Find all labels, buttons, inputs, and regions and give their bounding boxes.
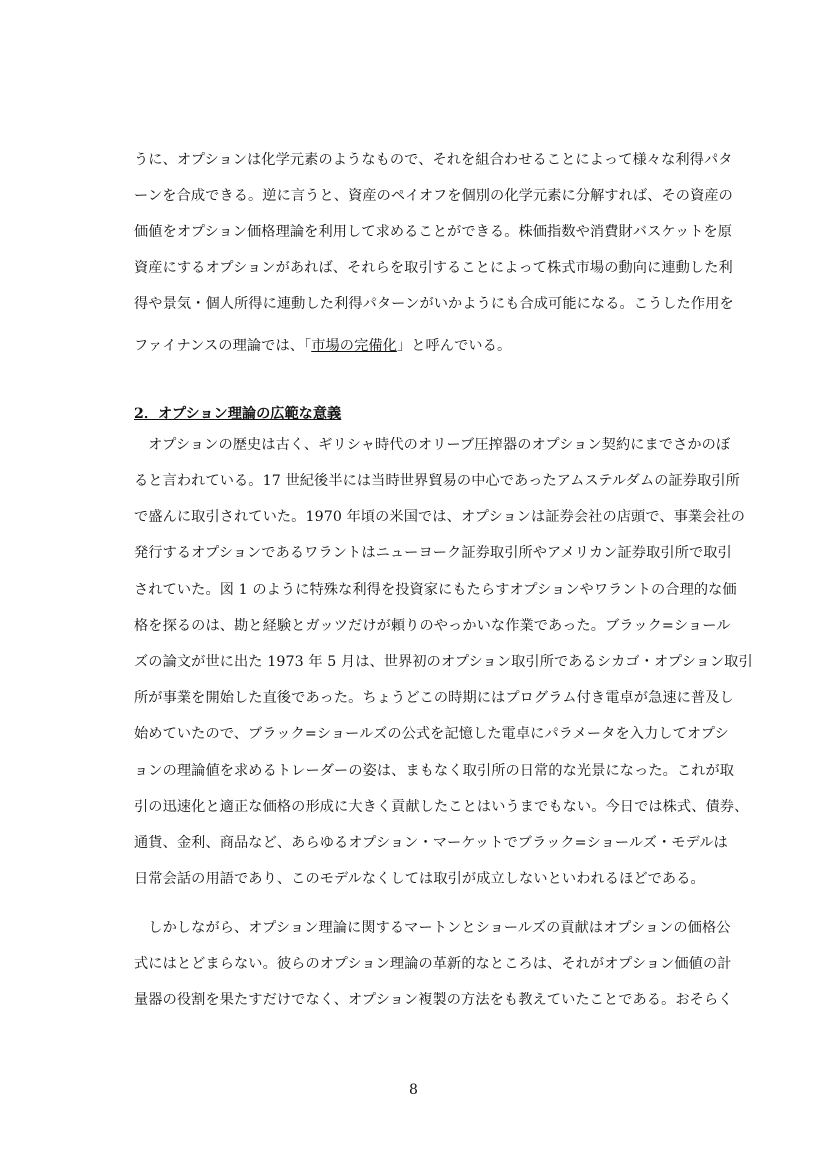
text-segment: 」と呼んでいる。 <box>396 338 512 354</box>
text-line: 始めていたので、ブラック=ショールズの公式を記憶した電卓にパラメータを入力してオプシ <box>134 726 729 742</box>
page-number: 8 <box>409 1082 418 1098</box>
text-line: 格を探るのは、勘と経験とガッツだけが頼りのやっかいな作業であった。ブラック=ショール <box>134 618 731 634</box>
text-line: うに、オプションは化学元素のようなもので、それを組合わせることによって様々な利得パタ <box>134 152 733 168</box>
text-segment: ファイナンスの理論では、「 <box>134 338 312 354</box>
text-line: ョンの理論値を求めるトレーダーの姿は、まもなく取引所の日常的な光景になった。これが取 <box>134 763 735 779</box>
text-line: されていた。図 1 のように特殊な利得を投資家にもたらすオプションやワラントの合理的な価 <box>134 582 737 598</box>
section-heading: 2．オプション理論の広範な意義 <box>134 406 342 422</box>
text-line: 通貨、金利、商品など、あらゆるオプション・マーケットでブラック=ショールズ・モデルは <box>134 835 728 851</box>
text-line: 価値をオプション価格理論を利用して求めることができる。株価指数や消費財バスケットを原 <box>134 224 733 240</box>
text-line: オプションの歴史は古く、ギリシャ時代のオリーブ圧搾器のオプション契約にまでさかのぼ <box>134 437 731 453</box>
text-line <box>134 336 724 356</box>
text-line: 発行するオプションであるワラントはニューヨーク証券取引所やアメリカン証券取引所で取引 <box>134 545 732 561</box>
text-line: 量器の役割を果たすだけでなく、オプション複製の方法をも教えていたことである。おそらく <box>134 992 733 1008</box>
text-line: 資産にするオプションがあれば、それらを取引することによって株式市場の動向に連動した利 <box>134 260 733 276</box>
text-line: 日常会話の用語であり、このモデルなくしては取引が成立しないといわれるほどである。 <box>134 871 705 887</box>
text-line: 得や景気・個人所得に連動した利得パターンがいかようにも合成可能になる。こうした作用を <box>134 296 734 312</box>
text-line: 引の迅速化と適正な価格の形成に大きく貢献したことはいうまでもない。今日では株式、債券、 <box>134 799 749 815</box>
text-line: ーンを合成できる。逆に言うと、資産のペイオフを個別の化学元素に分解すれば、その資産の <box>134 188 733 204</box>
text-line: 所が事業を開始した直後であった。ちょうどこの時期にはプログラム付き電卓が急速に普及し <box>134 690 734 706</box>
text-line: しかしながら、オプション理論に関するマートンとショールズの貢献はオプションの価格公 <box>134 920 731 936</box>
text-line: ると言われている。17 世紀後半には当時世界貿易の中心であったアムステルダムの証券取引所 <box>134 473 740 489</box>
term-market-completion: 市場の完備化 <box>311 338 397 354</box>
text-line: ズの論文が世に出た 1973 年 5 月は、世界初のオプション取引所であるシカゴ・オプション取引 <box>134 654 753 670</box>
text-line: 式にはとどまらない。彼らのオプション理論の革新的なところは、それがオプション価値の計 <box>134 956 732 972</box>
text-line: で盛んに取引されていた。1970 年頃の米国では、オプションは証券会社の店頭で、事業会社の <box>134 509 746 525</box>
